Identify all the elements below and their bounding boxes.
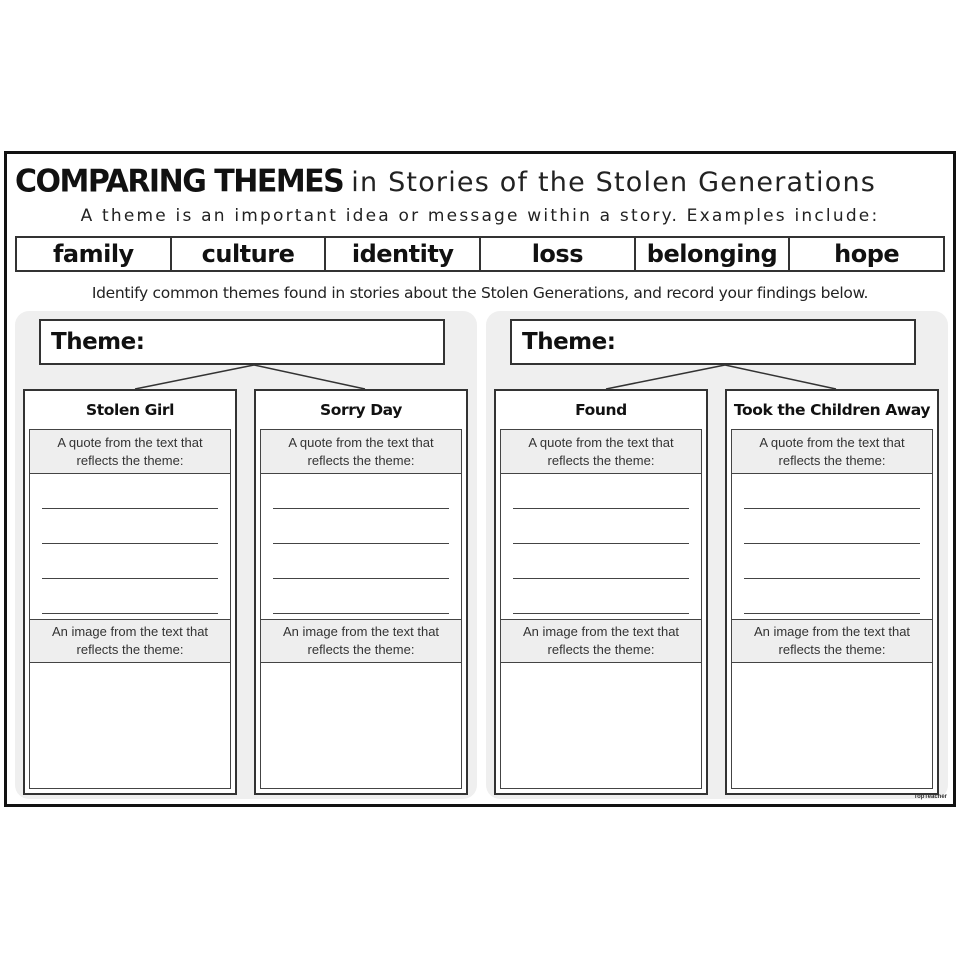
story-title: Found — [575, 401, 627, 419]
writing-line — [273, 508, 449, 509]
writing-line — [744, 613, 920, 614]
writing-line — [513, 613, 689, 614]
worksheet-title — [15, 164, 876, 204]
theme-input-box[interactable] — [510, 319, 916, 365]
story-card-found — [494, 389, 708, 795]
quote-writing-area[interactable] — [501, 474, 701, 619]
title-rest: in Stories of the Stolen Generations — [351, 167, 877, 198]
quote-writing-area[interactable] — [261, 474, 461, 619]
story-card-took-the-children-away — [725, 389, 939, 795]
writing-line — [744, 543, 920, 544]
writing-line — [42, 508, 218, 509]
brand-logo: TopTeacher — [913, 794, 947, 800]
subtitle: A theme is an important idea or message within a story. Examples include: — [80, 206, 880, 226]
image-prompt: An image from the text that reflects the theme: — [30, 619, 230, 663]
story-title: Took the Children Away — [733, 401, 931, 419]
quote-prompt: A quote from the text that reflects the theme: — [30, 430, 230, 474]
image-drawing-area[interactable] — [30, 663, 230, 783]
writing-line — [273, 578, 449, 579]
word-culture: culture — [172, 238, 327, 270]
word-identity: identity — [326, 238, 481, 270]
story-card-body — [731, 429, 933, 789]
image-prompt: An image from the text that reflects the theme: — [501, 619, 701, 663]
image-drawing-area[interactable] — [501, 663, 701, 783]
story-card-body — [500, 429, 702, 789]
story-card-stolen-girl — [23, 389, 237, 795]
story-card-body — [29, 429, 231, 789]
quote-writing-area[interactable] — [732, 474, 932, 619]
story-title: Stolen Girl — [85, 401, 175, 419]
worksheet — [4, 151, 956, 807]
writing-line — [513, 543, 689, 544]
theme-label: Theme: — [522, 329, 616, 355]
image-prompt: An image from the text that reflects the theme: — [261, 619, 461, 663]
word-belonging: belonging — [636, 238, 791, 270]
story-title: Sorry Day — [320, 401, 402, 419]
theme-word-bank — [15, 236, 945, 272]
writing-line — [744, 578, 920, 579]
writing-line — [42, 543, 218, 544]
title-bold: COMPARING THEMES — [15, 163, 344, 200]
word-loss: loss — [481, 238, 636, 270]
quote-prompt: A quote from the text that reflects the theme: — [732, 430, 932, 474]
image-prompt: An image from the text that reflects the theme: — [732, 619, 932, 663]
instructions: Identify common themes found in stories about the Stolen Generations, and record your findings below. — [91, 284, 869, 302]
writing-line — [273, 543, 449, 544]
writing-line — [42, 578, 218, 579]
quote-prompt: A quote from the text that reflects the theme: — [501, 430, 701, 474]
quote-prompt: A quote from the text that reflects the theme: — [261, 430, 461, 474]
story-card-body — [260, 429, 462, 789]
theme-label: Theme: — [51, 329, 145, 355]
writing-line — [273, 613, 449, 614]
theme-input-box[interactable] — [39, 319, 445, 365]
writing-line — [42, 613, 218, 614]
image-drawing-area[interactable] — [261, 663, 461, 783]
theme-panel-left — [15, 311, 477, 799]
story-card-sorry-day — [254, 389, 468, 795]
image-drawing-area[interactable] — [732, 663, 932, 783]
writing-line — [744, 508, 920, 509]
writing-line — [513, 578, 689, 579]
word-hope: hope — [834, 240, 900, 268]
word-family: family — [17, 238, 172, 270]
theme-panel-right — [486, 311, 948, 799]
writing-line — [513, 508, 689, 509]
quote-writing-area[interactable] — [30, 474, 230, 619]
